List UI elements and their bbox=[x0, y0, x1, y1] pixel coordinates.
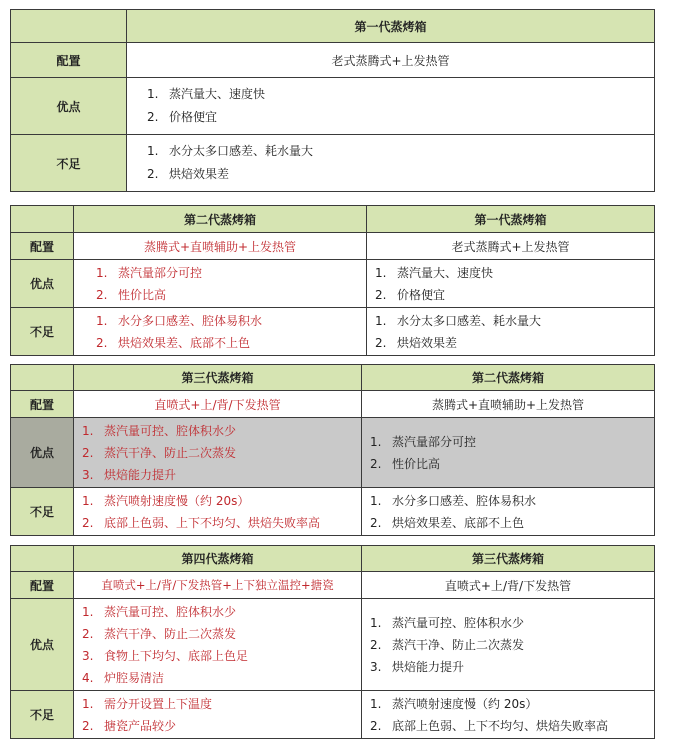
pros-list bbox=[362, 431, 654, 475]
item-number: 2. bbox=[82, 515, 94, 530]
list-item bbox=[147, 140, 654, 163]
item-text: 性价比高 bbox=[392, 456, 441, 471]
item-number: 2. bbox=[82, 718, 94, 733]
list-item bbox=[96, 262, 366, 284]
cons-cell-old bbox=[362, 488, 655, 536]
pros-list bbox=[367, 262, 654, 306]
list-item bbox=[82, 420, 361, 442]
item-number: 2. bbox=[147, 167, 159, 181]
item-text: 蒸汽干净、防止二次蒸发 bbox=[104, 445, 237, 460]
comparison-table-4 bbox=[10, 545, 655, 739]
list-item bbox=[82, 442, 361, 464]
item-text: 蒸汽喷射速度慢（约 20s） bbox=[104, 493, 250, 508]
column-header-old: 第三代蒸烤箱 bbox=[362, 546, 655, 572]
list-item bbox=[370, 512, 654, 534]
item-number: 2. bbox=[82, 445, 94, 460]
pros-cell-old bbox=[367, 260, 655, 308]
row-label-pros: 优点 bbox=[11, 260, 74, 308]
list-item bbox=[96, 284, 366, 306]
pros-cell-old bbox=[362, 418, 655, 488]
cons-list bbox=[367, 310, 654, 354]
row-label-pros: 优点 bbox=[11, 418, 74, 488]
item-text: 蒸汽量可控、腔体积水少 bbox=[392, 615, 525, 630]
row-label-config: 配置 bbox=[11, 572, 74, 599]
cons-cell-old bbox=[367, 308, 655, 356]
item-text: 水分多口感差、腔体易积水 bbox=[118, 313, 263, 328]
list-item bbox=[375, 284, 654, 306]
table-corner bbox=[11, 10, 127, 43]
pros-list bbox=[74, 601, 361, 689]
item-text: 蒸汽量可控、腔体积水少 bbox=[104, 423, 237, 438]
pros-list bbox=[127, 83, 654, 129]
item-number: 1. bbox=[370, 696, 382, 711]
pros-cell-new bbox=[74, 260, 367, 308]
list-item bbox=[370, 612, 654, 634]
list-item bbox=[370, 693, 654, 715]
item-number: 2. bbox=[96, 335, 108, 350]
row-label-config: 配置 bbox=[11, 43, 127, 78]
list-item bbox=[147, 106, 654, 129]
table-corner bbox=[11, 206, 74, 233]
list-item bbox=[82, 623, 361, 645]
item-text: 底部上色弱、上下不均匀、烘焙失败率高 bbox=[104, 515, 321, 530]
pros-list bbox=[362, 612, 654, 678]
list-item bbox=[82, 601, 361, 623]
config-cell-old: 蒸腾式+直喷辅助+上发热管 bbox=[362, 391, 655, 418]
cons-list bbox=[74, 490, 361, 534]
item-text: 食物上下均匀、底部上色足 bbox=[104, 648, 249, 663]
column-header-new: 第二代蒸烤箱 bbox=[74, 206, 367, 233]
list-item bbox=[96, 332, 366, 354]
item-text: 蒸汽量可控、腔体积水少 bbox=[104, 604, 237, 619]
list-item bbox=[370, 656, 654, 678]
row-label-pros: 优点 bbox=[11, 599, 74, 691]
config-cell-old: 直喷式+上/背/下发热管 bbox=[362, 572, 655, 599]
item-text: 蒸汽量大、速度快 bbox=[397, 265, 494, 280]
item-number: 1. bbox=[82, 604, 94, 619]
item-text: 烘焙能力提升 bbox=[104, 467, 177, 482]
item-number: 4. bbox=[82, 670, 94, 685]
list-item bbox=[82, 715, 361, 737]
item-text: 烘焙能力提升 bbox=[392, 659, 465, 674]
comparison-table-1 bbox=[10, 9, 655, 192]
item-number: 1. bbox=[375, 265, 387, 280]
cons-cell bbox=[127, 135, 655, 192]
row-label-pros: 优点 bbox=[11, 78, 127, 135]
item-number: 1. bbox=[375, 313, 387, 328]
config-cell-new: 蒸腾式+直喷辅助+上发热管 bbox=[74, 233, 367, 260]
list-item bbox=[82, 464, 361, 486]
config-cell-old: 老式蒸腾式+上发热管 bbox=[367, 233, 655, 260]
item-text: 底部上色弱、上下不均匀、烘焙失败率高 bbox=[392, 718, 609, 733]
list-item bbox=[370, 490, 654, 512]
item-text: 水分太多口感差、耗水量大 bbox=[169, 144, 314, 158]
item-text: 烘焙效果差 bbox=[397, 335, 458, 350]
column-header-old: 第二代蒸烤箱 bbox=[362, 365, 655, 391]
list-item bbox=[370, 431, 654, 453]
item-text: 蒸汽喷射速度慢（约 20s） bbox=[392, 696, 538, 711]
item-number: 1. bbox=[82, 696, 94, 711]
item-number: 2. bbox=[375, 335, 387, 350]
list-item bbox=[375, 262, 654, 284]
item-number: 2. bbox=[370, 637, 382, 652]
column-header: 第一代蒸烤箱 bbox=[127, 10, 655, 43]
item-text: 蒸汽量部分可控 bbox=[118, 265, 203, 280]
item-number: 1. bbox=[82, 493, 94, 508]
list-item bbox=[370, 453, 654, 475]
item-number: 3. bbox=[82, 648, 94, 663]
row-label-cons: 不足 bbox=[11, 691, 74, 739]
list-item bbox=[370, 634, 654, 656]
item-number: 2. bbox=[370, 456, 382, 471]
list-item bbox=[82, 490, 361, 512]
item-text: 蒸汽量大、速度快 bbox=[169, 87, 266, 101]
config-cell-new: 直喷式+上/背/下发热管 bbox=[74, 391, 362, 418]
config-cell: 老式蒸腾式+上发热管 bbox=[127, 43, 655, 78]
item-number: 3. bbox=[370, 659, 382, 674]
list-item bbox=[147, 83, 654, 106]
item-text: 价格便宜 bbox=[169, 110, 218, 124]
item-text: 蒸汽干净、防止二次蒸发 bbox=[392, 637, 525, 652]
item-number: 2. bbox=[370, 718, 382, 733]
item-number: 2. bbox=[96, 287, 108, 302]
cons-list bbox=[74, 693, 361, 737]
list-item bbox=[375, 310, 654, 332]
item-number: 1. bbox=[147, 144, 159, 158]
list-item bbox=[82, 667, 361, 689]
table-corner bbox=[11, 365, 74, 391]
row-label-cons: 不足 bbox=[11, 488, 74, 536]
cons-cell-new bbox=[74, 488, 362, 536]
row-label-cons: 不足 bbox=[11, 308, 74, 356]
cons-list bbox=[127, 140, 654, 186]
item-text: 价格便宜 bbox=[397, 287, 446, 302]
list-item bbox=[82, 645, 361, 667]
item-number: 1. bbox=[370, 615, 382, 630]
list-item bbox=[82, 693, 361, 715]
pros-cell-old bbox=[362, 599, 655, 691]
cons-list bbox=[362, 490, 654, 534]
item-number: 1. bbox=[370, 493, 382, 508]
item-text: 蒸汽量部分可控 bbox=[392, 434, 477, 449]
list-item bbox=[96, 310, 366, 332]
row-label-config: 配置 bbox=[11, 233, 74, 260]
item-text: 水分太多口感差、耗水量大 bbox=[397, 313, 542, 328]
item-number: 2. bbox=[82, 626, 94, 641]
column-header-new: 第四代蒸烤箱 bbox=[74, 546, 362, 572]
table-corner bbox=[11, 546, 74, 572]
item-text: 烘焙效果差、底部不上色 bbox=[392, 515, 525, 530]
item-text: 搪瓷产品较少 bbox=[104, 718, 177, 733]
cons-cell-old bbox=[362, 691, 655, 739]
item-number: 1. bbox=[96, 313, 108, 328]
comparison-table-3 bbox=[10, 364, 655, 536]
item-text: 水分多口感差、腔体易积水 bbox=[392, 493, 537, 508]
item-number: 2. bbox=[375, 287, 387, 302]
cons-cell-new bbox=[74, 691, 362, 739]
item-number: 1. bbox=[82, 423, 94, 438]
row-label-config: 配置 bbox=[11, 391, 74, 418]
item-text: 需分开设置上下温度 bbox=[104, 696, 213, 711]
item-text: 炉腔易清洁 bbox=[104, 670, 165, 685]
item-number: 2. bbox=[147, 110, 159, 124]
cons-cell-new bbox=[74, 308, 367, 356]
item-number: 2. bbox=[370, 515, 382, 530]
column-header-new: 第三代蒸烤箱 bbox=[74, 365, 362, 391]
column-header-old: 第一代蒸烤箱 bbox=[367, 206, 655, 233]
list-item bbox=[82, 512, 361, 534]
list-item bbox=[370, 715, 654, 737]
comparison-table-2 bbox=[10, 205, 655, 356]
item-text: 性价比高 bbox=[118, 287, 167, 302]
list-item bbox=[375, 332, 654, 354]
cons-list bbox=[362, 693, 654, 737]
item-text: 烘焙效果差 bbox=[169, 167, 230, 181]
item-text: 烘焙效果差、底部不上色 bbox=[118, 335, 251, 350]
item-number: 1. bbox=[96, 265, 108, 280]
pros-list bbox=[74, 420, 361, 486]
pros-list bbox=[74, 262, 366, 306]
config-cell-new: 直喷式+上/背/下发热管+上下独立温控+搪瓷 bbox=[74, 572, 362, 599]
pros-cell-new bbox=[74, 418, 362, 488]
item-number: 1. bbox=[370, 434, 382, 449]
item-number: 1. bbox=[147, 87, 159, 101]
cons-list bbox=[74, 310, 366, 354]
item-number: 3. bbox=[82, 467, 94, 482]
list-item bbox=[147, 163, 654, 186]
pros-cell bbox=[127, 78, 655, 135]
row-label-cons: 不足 bbox=[11, 135, 127, 192]
item-text: 蒸汽干净、防止二次蒸发 bbox=[104, 626, 237, 641]
pros-cell-new bbox=[74, 599, 362, 691]
